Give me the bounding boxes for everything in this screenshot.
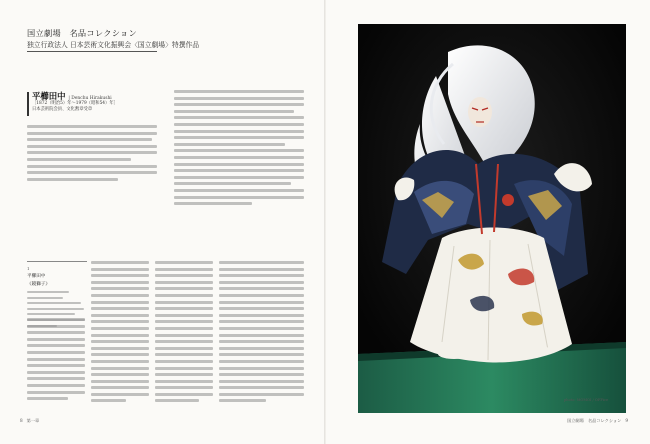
left-section: 第一章 <box>26 418 40 423</box>
heading-bar <box>27 92 29 116</box>
essay-column-lower-3 <box>155 261 213 411</box>
left-page-number: 8 <box>20 418 23 423</box>
left-folio <box>20 418 39 424</box>
work-number: 1 <box>27 266 30 271</box>
artist-honors: 日本芸術院会員、文化勲章受章 <box>32 107 93 112</box>
work-rule <box>27 261 87 262</box>
collection-title: 国立劇場 名品コレクション <box>27 28 138 38</box>
work-title: 《鏡獅子》 <box>27 282 50 287</box>
collection-subtitle: 独立行政法人 日本芸術文化振興会〈国立劇場〉特撰作品 <box>27 41 200 49</box>
essay-column-lower-2 <box>91 261 149 411</box>
artist-name-text: 平櫛田中 <box>32 91 66 101</box>
kagamijishi-photograph <box>358 24 626 413</box>
artist-heading <box>27 90 143 117</box>
essay-column-lower-1 <box>27 318 85 410</box>
essay-column-lower-4 <box>219 261 304 411</box>
artist-romaji: Denchu Hirakushi <box>71 96 112 101</box>
sculpture-illustration <box>358 24 626 413</box>
artist-dates: ［1872（明治5）年～1979（昭和54）年］ <box>32 101 118 106</box>
artist-name: 平櫛田中 | Denchu Hirakushi <box>32 91 112 101</box>
artist-meta <box>32 101 147 113</box>
right-folio <box>567 418 628 424</box>
photo-credit: photo: MOMOI / OFFice <box>564 398 609 402</box>
header-rule <box>27 51 157 52</box>
gutter <box>324 0 326 444</box>
artist-biography <box>27 125 157 195</box>
essay-column-upper <box>174 90 304 230</box>
right-page-number: 9 <box>625 418 628 423</box>
work-artist: 平櫛田中 <box>27 274 46 279</box>
right-title: 国立劇場 名品コレクション <box>567 418 622 423</box>
